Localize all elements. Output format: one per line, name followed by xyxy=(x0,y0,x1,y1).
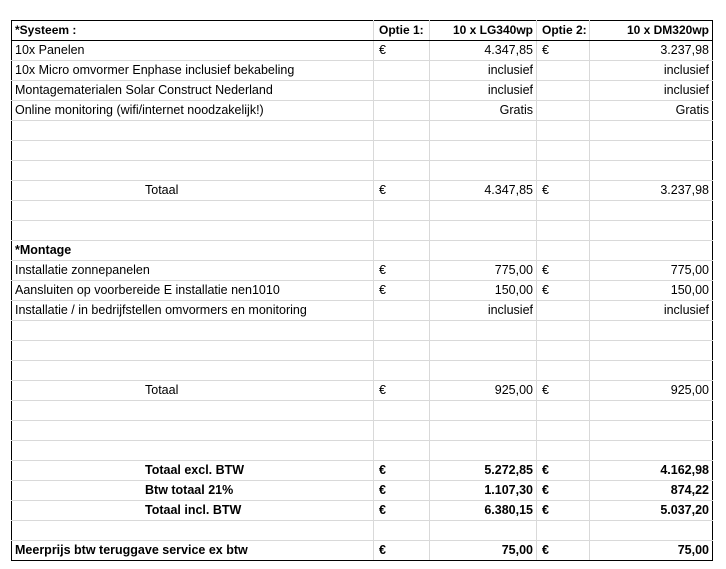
option2-currency: € xyxy=(537,481,590,501)
option2-currency xyxy=(537,341,590,361)
row-label xyxy=(12,321,374,341)
table-row xyxy=(12,301,713,321)
option2-value: inclusief xyxy=(590,301,713,321)
option1-currency: € xyxy=(374,181,430,201)
option2-currency: € xyxy=(537,281,590,301)
option2-value xyxy=(590,521,713,541)
option1-currency: € xyxy=(374,461,430,481)
table-row xyxy=(12,221,713,241)
row-label: Installatie zonnepanelen xyxy=(12,261,374,281)
option1-value xyxy=(430,361,537,381)
option2-currency: € xyxy=(537,461,590,481)
option2-value: 3.237,98 xyxy=(590,41,713,61)
table-row xyxy=(12,241,713,261)
row-label: Totaal xyxy=(12,181,374,201)
option2-value: Gratis xyxy=(590,101,713,121)
option1-value xyxy=(430,241,537,261)
option1-currency xyxy=(374,81,430,101)
option2-value: 4.162,98 xyxy=(590,461,713,481)
option1-currency xyxy=(374,61,430,81)
option1-currency: € xyxy=(374,261,430,281)
option1-value xyxy=(430,401,537,421)
option2-currency xyxy=(537,201,590,221)
table-row xyxy=(12,321,713,341)
option1-currency xyxy=(374,221,430,241)
option1-value xyxy=(430,141,537,161)
option2-value xyxy=(590,241,713,261)
table-row xyxy=(12,181,713,201)
option2-value xyxy=(590,441,713,461)
row-label xyxy=(12,441,374,461)
option2-value xyxy=(590,321,713,341)
table-row xyxy=(12,61,713,81)
option2-value xyxy=(590,221,713,241)
option2-currency: € xyxy=(537,501,590,521)
table-row xyxy=(12,481,713,501)
option2-value: 75,00 xyxy=(590,541,713,561)
table-row xyxy=(12,341,713,361)
row-label xyxy=(12,221,374,241)
table-row xyxy=(12,421,713,441)
option1-currency xyxy=(374,121,430,141)
table-row xyxy=(12,281,713,301)
row-label xyxy=(12,341,374,361)
row-label: Btw totaal 21% xyxy=(12,481,374,501)
option1-value: 1.107,30 xyxy=(430,481,537,501)
row-label xyxy=(12,421,374,441)
row-label: Meerprijs btw teruggave service ex btw xyxy=(12,541,374,561)
option1-value: Gratis xyxy=(430,101,537,121)
option1-value: 6.380,15 xyxy=(430,501,537,521)
table-row xyxy=(12,501,713,521)
option1-currency xyxy=(374,201,430,221)
table-row xyxy=(12,461,713,481)
option2-value xyxy=(590,421,713,441)
row-label: Totaal incl. BTW xyxy=(12,501,374,521)
quote-spreadsheet xyxy=(11,20,713,561)
row-label xyxy=(12,121,374,141)
option2-value xyxy=(590,201,713,221)
table-row xyxy=(12,441,713,461)
option1-currency: € xyxy=(374,481,430,501)
option1-value: 4.347,85 xyxy=(430,41,537,61)
option1-currency: € xyxy=(374,41,430,61)
option1-value xyxy=(430,221,537,241)
row-label xyxy=(12,161,374,181)
option2-value: 925,00 xyxy=(590,381,713,401)
row-label: Montagematerialen Solar Construct Nederland xyxy=(12,81,374,101)
option1-value xyxy=(430,161,537,181)
option1-currency xyxy=(374,441,430,461)
option1-currency xyxy=(374,361,430,381)
table-row xyxy=(12,381,713,401)
option1-currency xyxy=(374,321,430,341)
quote-table xyxy=(11,20,713,561)
row-label: *Montage xyxy=(12,241,374,261)
table-row xyxy=(12,261,713,281)
row-label: 10x Panelen xyxy=(12,41,374,61)
row-label: *Systeem : xyxy=(12,21,374,41)
table-row xyxy=(12,161,713,181)
row-label: Totaal excl. BTW xyxy=(12,461,374,481)
row-label: Installatie / in bedrijfstellen omvormers en monitoring xyxy=(12,301,374,321)
option2-currency: € xyxy=(537,541,590,561)
option1-currency: € xyxy=(374,281,430,301)
option2-value xyxy=(590,141,713,161)
option2-currency: Optie 2: xyxy=(537,21,590,41)
row-label xyxy=(12,361,374,381)
option1-currency xyxy=(374,101,430,121)
option1-value xyxy=(430,341,537,361)
option2-value: 874,22 xyxy=(590,481,713,501)
option2-value xyxy=(590,401,713,421)
option1-value xyxy=(430,521,537,541)
table-row xyxy=(12,41,713,61)
option1-value: 75,00 xyxy=(430,541,537,561)
table-row xyxy=(12,201,713,221)
table-row xyxy=(12,141,713,161)
row-label xyxy=(12,201,374,221)
row-label: Totaal xyxy=(12,381,374,401)
option1-value: 150,00 xyxy=(430,281,537,301)
option2-currency xyxy=(537,421,590,441)
option1-value: 4.347,85 xyxy=(430,181,537,201)
option2-currency: € xyxy=(537,381,590,401)
option2-value xyxy=(590,361,713,381)
option1-value: inclusief xyxy=(430,61,537,81)
option1-value: 10 x LG340wp xyxy=(430,21,537,41)
row-label xyxy=(12,401,374,421)
option1-value xyxy=(430,321,537,341)
option2-currency: € xyxy=(537,41,590,61)
option2-value xyxy=(590,161,713,181)
table-row xyxy=(12,81,713,101)
option1-value: 925,00 xyxy=(430,381,537,401)
option1-value: inclusief xyxy=(430,301,537,321)
option2-currency xyxy=(537,441,590,461)
table-row xyxy=(12,541,713,561)
option1-value xyxy=(430,421,537,441)
option2-value: 5.037,20 xyxy=(590,501,713,521)
option2-value: inclusief xyxy=(590,81,713,101)
header-row xyxy=(12,21,713,41)
option2-value: 10 x DM320wp xyxy=(590,21,713,41)
quote-table-body xyxy=(12,21,713,561)
row-label: Online monitoring (wifi/internet noodzakelijk!) xyxy=(12,101,374,121)
table-row xyxy=(12,401,713,421)
option2-value: 775,00 xyxy=(590,261,713,281)
option1-currency: € xyxy=(374,381,430,401)
option1-currency xyxy=(374,341,430,361)
option1-currency xyxy=(374,521,430,541)
option1-value: 5.272,85 xyxy=(430,461,537,481)
row-label: Aansluiten op voorbereide E installatie nen1010 xyxy=(12,281,374,301)
option1-value xyxy=(430,441,537,461)
table-row xyxy=(12,521,713,541)
option1-currency: Optie 1: xyxy=(374,21,430,41)
option2-value: 150,00 xyxy=(590,281,713,301)
option2-currency xyxy=(537,81,590,101)
option2-currency xyxy=(537,121,590,141)
option2-currency xyxy=(537,241,590,261)
option2-currency xyxy=(537,161,590,181)
option2-currency xyxy=(537,221,590,241)
row-label xyxy=(12,521,374,541)
option1-currency xyxy=(374,401,430,421)
table-row xyxy=(12,101,713,121)
option2-value xyxy=(590,341,713,361)
option1-currency xyxy=(374,421,430,441)
option1-currency xyxy=(374,161,430,181)
table-row xyxy=(12,121,713,141)
option1-currency: € xyxy=(374,541,430,561)
option2-currency xyxy=(537,321,590,341)
option2-currency xyxy=(537,301,590,321)
option2-value: inclusief xyxy=(590,61,713,81)
option2-currency xyxy=(537,101,590,121)
option2-currency xyxy=(537,401,590,421)
option1-value: 775,00 xyxy=(430,261,537,281)
option1-value xyxy=(430,201,537,221)
option2-value xyxy=(590,121,713,141)
option1-currency xyxy=(374,141,430,161)
option2-value: 3.237,98 xyxy=(590,181,713,201)
option2-currency: € xyxy=(537,181,590,201)
option1-currency xyxy=(374,241,430,261)
option2-currency xyxy=(537,521,590,541)
option1-value: inclusief xyxy=(430,81,537,101)
option1-value xyxy=(430,121,537,141)
option1-currency: € xyxy=(374,501,430,521)
option1-currency xyxy=(374,301,430,321)
option2-currency xyxy=(537,61,590,81)
option2-currency: € xyxy=(537,261,590,281)
row-label: 10x Micro omvormer Enphase inclusief bekabeling xyxy=(12,61,374,81)
table-row xyxy=(12,361,713,381)
option2-currency xyxy=(537,141,590,161)
row-label xyxy=(12,141,374,161)
option2-currency xyxy=(537,361,590,381)
